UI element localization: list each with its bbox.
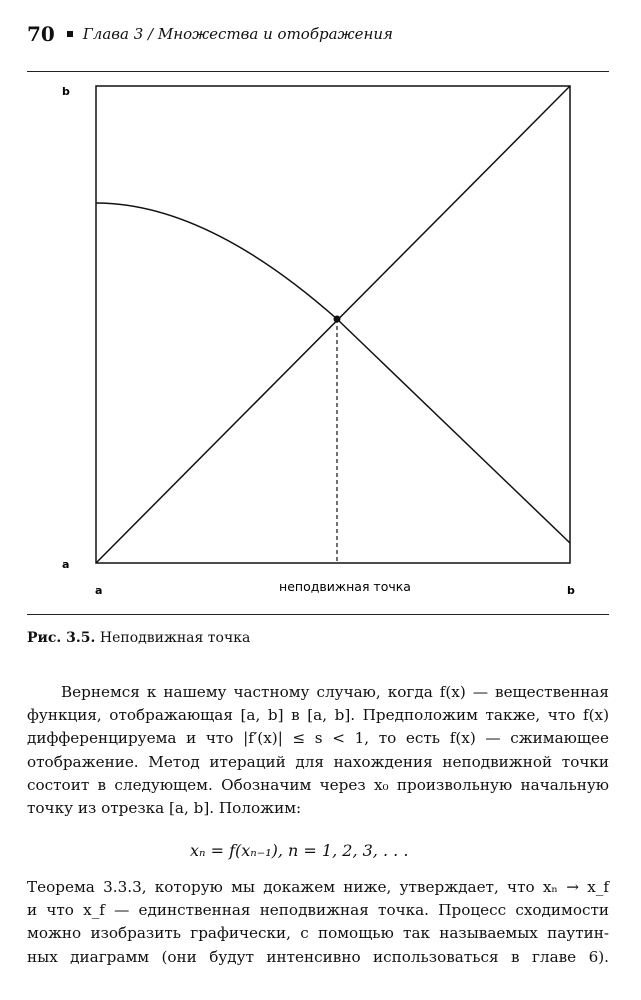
- page-number: 70: [27, 22, 55, 46]
- y-top-label: b: [62, 85, 70, 98]
- paragraph-line: можно изобразить графически, с помощью так называемых паутин-: [27, 924, 609, 943]
- diagonal-line: [96, 86, 570, 563]
- running-header: [27, 20, 617, 48]
- paragraph-line: функция, отображающая [a, b] в [a, b]. Предположим также, что f(x): [27, 706, 609, 725]
- header-bullet: [67, 31, 73, 37]
- paragraph-line: ных диаграмм (они будут интенсивно использоваться в главе 6).: [27, 947, 609, 966]
- paragraph-1: [27, 681, 609, 820]
- x-center-label: неподвижная точка: [279, 579, 411, 594]
- running-head: Глава 3 / Множества и отображения: [82, 25, 393, 43]
- paragraph-line: и что x_f — единственная неподвижная точка. Процесс сходимости: [27, 901, 609, 920]
- caption-text: Неподвижная точка: [99, 630, 251, 646]
- paragraph-line: дифференцируема и что |f′(x)| ≤ s < 1, то есть f(x) — сжимающее: [27, 729, 609, 748]
- caption-label: Рис. 3.5.: [27, 630, 96, 646]
- paragraph-line: отображение. Метод итераций для нахождения неподвижной точки: [27, 752, 609, 771]
- x-right-label: b: [567, 584, 575, 597]
- paragraph-line: Теорема 3.3.3, которую мы докажем ниже, утверждает, что xₙ → x_f: [27, 878, 609, 896]
- iteration-formula: xₙ = f(xₙ₋₁), n = 1, 2, 3, . . .: [190, 841, 409, 860]
- fixed-point-marker: [334, 316, 341, 323]
- y-bottom-label: a: [62, 558, 70, 571]
- figure-bottom-rule: [27, 614, 609, 615]
- x-left-label: a: [95, 584, 103, 597]
- paragraph-2: [27, 876, 609, 969]
- paragraph-line: Вернемся к нашему частному случаю, когда f(x) — вещественная: [61, 683, 609, 701]
- figure-caption: [27, 630, 250, 646]
- paragraph-line: состоит в следующем. Обозначим через x₀ произвольную начальную: [27, 775, 609, 794]
- paragraph-line: точку из отрезка [a, b]. Положим:: [27, 799, 302, 818]
- fixed-point-figure: [0, 72, 641, 612]
